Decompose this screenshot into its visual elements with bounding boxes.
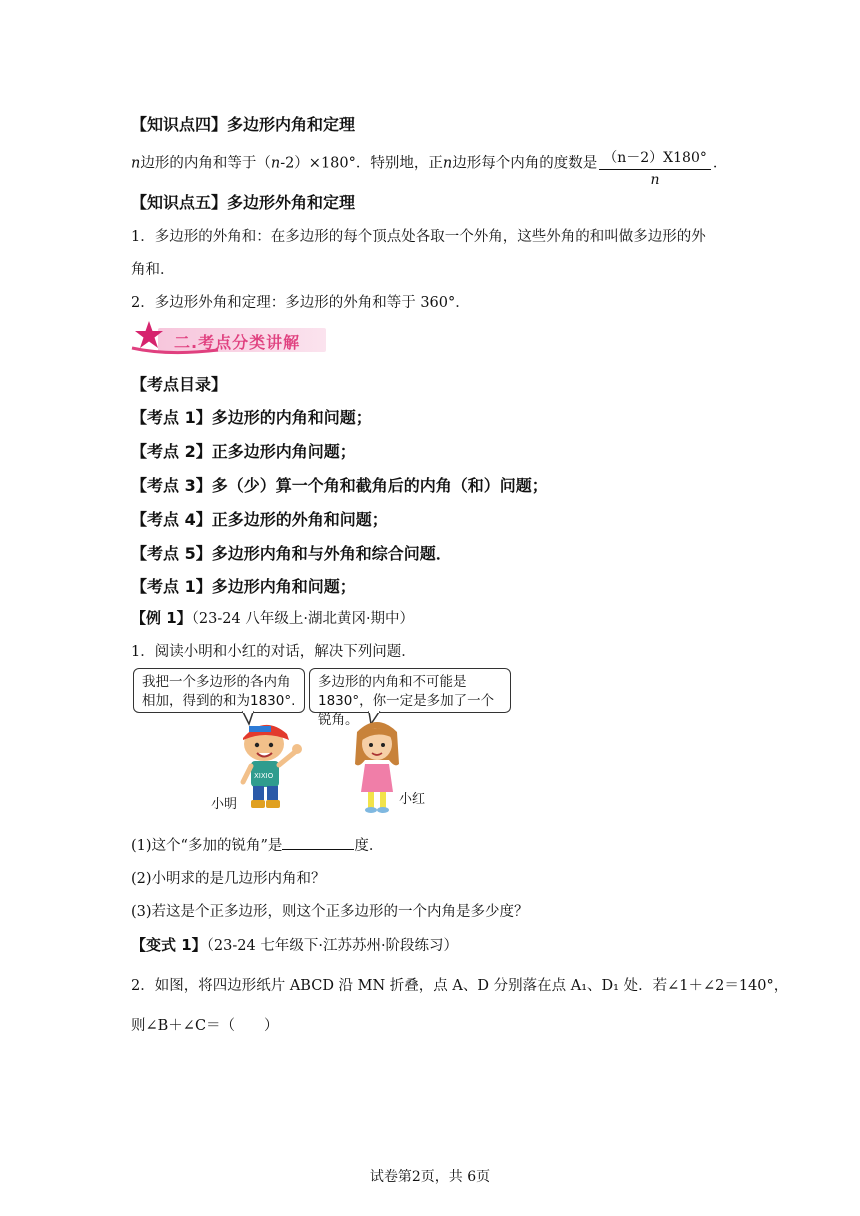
example1-label: 【例 1】: [131, 609, 192, 627]
girl-name: 小红: [399, 792, 426, 807]
dialogue-figure: [131, 668, 513, 820]
kp5-item2: 2．多边形外角和定理：多边形的外角和等于 360°．: [131, 295, 470, 311]
kp4-content: [131, 143, 728, 188]
boy-name: 小明: [211, 797, 238, 812]
catalog-title: 【考点目录】: [131, 375, 228, 394]
speech-bubble-boy: 我把一个多边形的各内角相加，得到的和为1830°.: [133, 668, 305, 713]
subquestion-1-text: (1)这个“多加的锐角”是: [131, 838, 283, 854]
subquestion-1-unit: 度．: [354, 838, 384, 854]
variant1-label: 【变式 1】: [131, 936, 207, 954]
example1-question: 1．阅读小明和小红的对话，解决下列问题．: [131, 644, 416, 660]
variant1-line2: 则∠B＋∠C＝（ ）: [131, 1018, 279, 1034]
banner-text: 二.考点分类讲解: [174, 333, 301, 352]
example1-source: （23-24 八年级上·湖北黄冈·期中）: [191, 611, 415, 627]
subquestion-2: (2)小明求的是几边形内角和？: [131, 871, 326, 887]
catalog-item-5: 【考点 5】多边形内角和与外角和综合问题．: [131, 544, 452, 563]
kp4-text-2: -2）×180°．特别地，正: [280, 155, 443, 172]
girl-figure: [355, 722, 399, 813]
section-banner: [128, 320, 328, 356]
star-icon: [134, 320, 164, 350]
kp4-title: 【知识点四】多边形内角和定理: [131, 115, 356, 134]
catalog-item-1: 【考点 1】多边形的内角和问题；: [131, 408, 372, 427]
fraction: [599, 147, 711, 188]
page-footer: 试卷第2页，共 6页: [369, 1169, 491, 1185]
topic1-heading: 【考点 1】多边形内角和问题；: [131, 577, 356, 596]
kp4-text-4: ．: [712, 155, 728, 172]
kp4-text-3: 边形每个内角的度数是: [452, 155, 598, 172]
fraction-denominator: n: [650, 172, 660, 188]
kp5-item1-line1: 1．多边形的外角和：在多边形的每个顶点处各取一个外角，这些外角的和叫做多边形的外: [131, 229, 706, 245]
children-illustration: [131, 668, 513, 820]
var-n: n: [442, 155, 453, 172]
variant1-source: （23-24 七年级下·江苏苏州·阶段练习）: [206, 938, 459, 954]
variant1-line1: 2．如图，将四边形纸片 ABCD 沿 MN 折叠，点 A、D 分别落在点 A₁、D₁ 处．若∠1＋∠2＝140°，: [131, 978, 789, 994]
subquestion-1: [131, 834, 383, 855]
answer-blank[interactable]: [282, 835, 354, 850]
variant1-header: [131, 934, 458, 955]
subquestion-3: (3)若这是个正多边形，则这个正多边形的一个内角是多少度？: [131, 904, 529, 920]
fraction-numerator: （n－2）X180°: [599, 147, 711, 170]
kp5-title: 【知识点五】多边形外角和定理: [131, 193, 356, 212]
speech-bubble-girl: 多边形的内角和不可能是1830°，你一定是多加了一个锐角。: [309, 668, 511, 713]
kp4-text-1: 边形的内角和等于（: [140, 155, 271, 172]
catalog-item-2: 【考点 2】正多边形内角问题；: [131, 442, 356, 461]
catalog-item-3: 【考点 3】多（少）算一个角和截角后的内角（和）问题；: [131, 476, 548, 495]
catalog-item-4: 【考点 4】正多边形的外角和问题；: [131, 510, 388, 529]
boy-figure: [243, 725, 302, 808]
var-n: n: [270, 155, 281, 172]
example1-header: [131, 607, 414, 628]
kp5-item1-line2: 角和．: [131, 262, 175, 278]
var-n: n: [131, 155, 141, 172]
shirt-text: XIXIO: [254, 772, 274, 780]
